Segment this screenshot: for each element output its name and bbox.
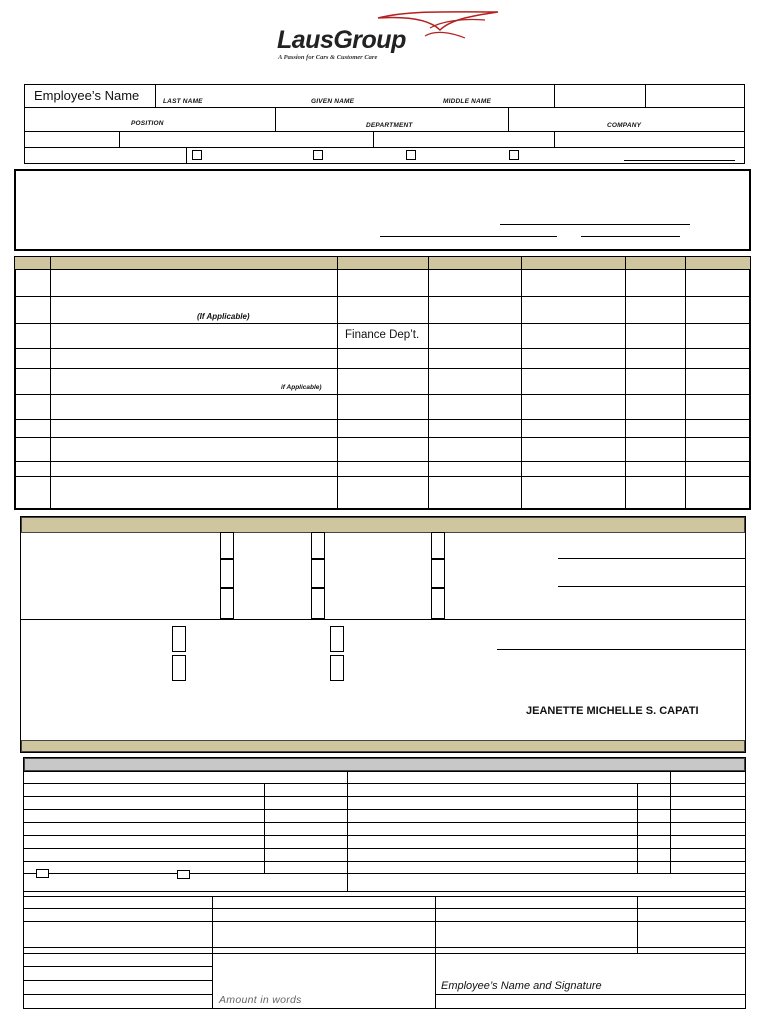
- status-checkbox-3[interactable]: [406, 150, 416, 160]
- amount-in-words-label: Amount in words: [219, 994, 302, 1006]
- logo-text: LausGroup: [277, 26, 406, 54]
- position-label: POSITION: [131, 120, 164, 127]
- computation-header-band: [24, 758, 745, 771]
- approval-checkbox[interactable]: [220, 559, 234, 588]
- table-row: [15, 394, 750, 395]
- employee-signature-label: Employee’s Name and Signature: [441, 980, 602, 992]
- table-row: [15, 461, 750, 462]
- approval-checkbox[interactable]: [431, 559, 445, 588]
- table-row: [15, 296, 750, 297]
- logo-tagline: A Passion for Cars & Customer Care: [278, 54, 378, 61]
- decision-checkbox[interactable]: [172, 655, 186, 681]
- approval-footer-band: [21, 740, 745, 752]
- decision-checkbox[interactable]: [330, 655, 344, 681]
- if-applicable-note-2: if Applicable): [281, 384, 322, 391]
- company-label: COMPANY: [607, 122, 642, 129]
- last-name-label: LAST NAME: [163, 98, 203, 105]
- approval-checkbox[interactable]: [311, 559, 325, 588]
- printed-name-line: [380, 236, 557, 237]
- decision-checkbox[interactable]: [172, 626, 186, 652]
- clearance-table: [14, 256, 751, 510]
- table-row: [15, 368, 750, 369]
- statement-date-line: [581, 236, 680, 237]
- approval-checkbox[interactable]: [431, 588, 445, 619]
- employee-name-label: Employee’s Name: [34, 88, 140, 103]
- approver-signature-line: [497, 649, 745, 650]
- approver-name: JEANETTE MICHELLE S. CAPATI: [526, 705, 699, 717]
- company-logo: [270, 8, 510, 64]
- approval-signature-line: [558, 558, 745, 559]
- table-row: [15, 348, 750, 349]
- status-checkbox-1[interactable]: [192, 150, 202, 160]
- payment-checkbox-1[interactable]: [36, 869, 49, 878]
- approval-checkbox[interactable]: [220, 588, 234, 619]
- table-row: [15, 476, 750, 477]
- table-row: [15, 323, 750, 324]
- date-line: [624, 160, 735, 161]
- approval-section: [20, 516, 746, 753]
- payment-checkbox-2[interactable]: [177, 870, 190, 879]
- clearance-table-header: [15, 257, 750, 270]
- decision-checkbox[interactable]: [330, 626, 344, 652]
- if-applicable-note: (If Applicable): [197, 312, 250, 321]
- table-row: [15, 419, 750, 420]
- approval-checkbox[interactable]: [431, 532, 445, 559]
- statement-box: [14, 169, 751, 251]
- finance-dept-label: Finance Dep’t.: [345, 329, 420, 341]
- middle-name-label: MIDDLE NAME: [443, 98, 492, 105]
- approval-checkbox[interactable]: [311, 588, 325, 619]
- approval-checkbox[interactable]: [220, 532, 234, 559]
- approval-checkbox[interactable]: [311, 532, 325, 559]
- status-checkbox-4[interactable]: [509, 150, 519, 160]
- department-label: DEPARTMENT: [366, 122, 413, 129]
- signature-line: [500, 224, 690, 225]
- approval-header-band: [21, 517, 745, 533]
- approval-date-line: [558, 586, 745, 587]
- given-name-label: GIVEN NAME: [311, 98, 355, 105]
- table-row: [15, 437, 750, 438]
- status-checkbox-2[interactable]: [313, 150, 323, 160]
